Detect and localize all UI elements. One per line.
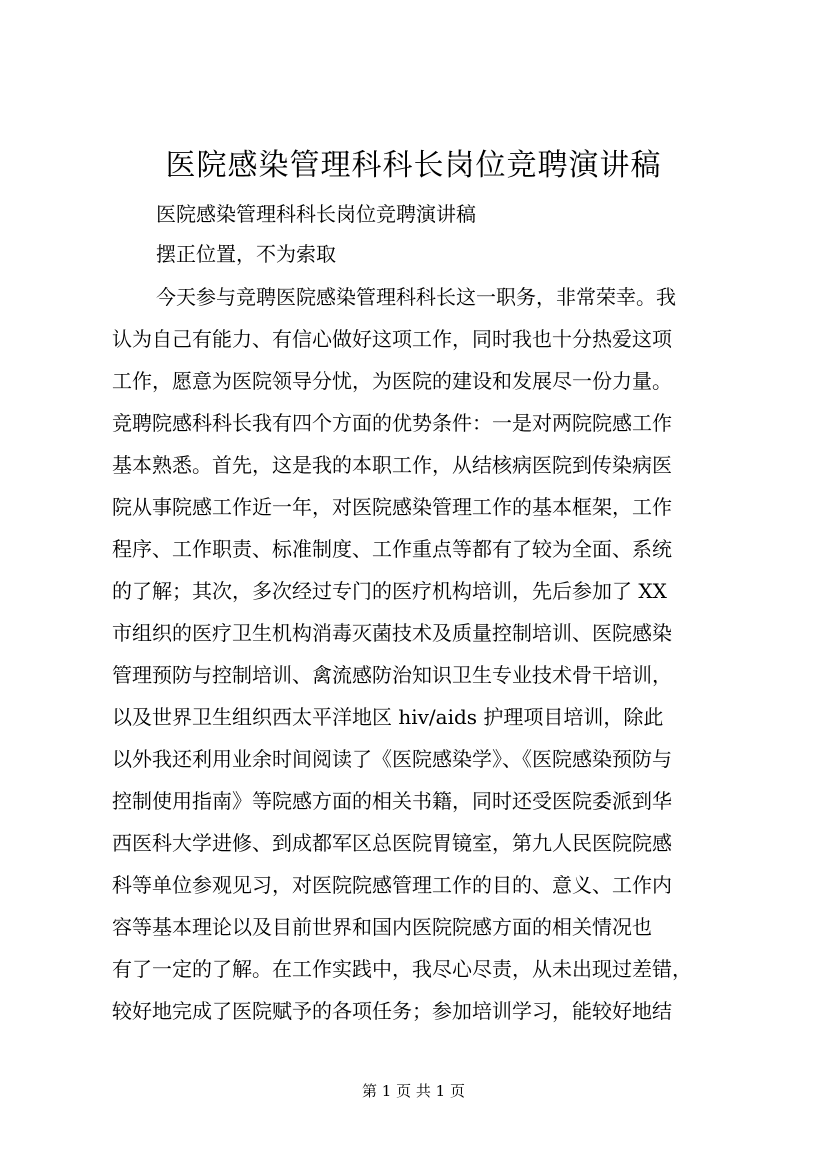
document-title: 医院感染管理科科长岗位竞聘演讲稿 [165,148,662,183]
body-line: 基本熟悉。首先，这是我的本职工作，从结核病医院到传染病医 [112,453,672,477]
body-line: 控制使用指南》等院感方面的相关书籍，同时还受医院委派到华 [112,789,672,813]
body-line: 的了解；其次，多次经过专门的医疗机构培训，先后参加了 XX [112,579,667,603]
body-line: 工作，愿意为医院领导分忧，为医院的建设和发展尽一份力量。 [112,369,672,393]
body-line: 竞聘院感科科长我有四个方面的优势条件：一是对两院院感工作 [112,411,672,435]
body-line: 有了一定的了解。在工作实践中，我尽心尽责，从未出现过差错， [112,957,692,981]
body-line: 西医科大学进修、到成都军区总医院胃镜室，第九人民医院院感 [112,831,672,855]
body-line: 市组织的医疗卫生机构消毒灭菌技术及质量控制培训、医院感染 [112,621,672,645]
section-heading: 摆正位置，不为索取 [156,242,336,266]
page-footer: 第 1 页 共 1 页 [362,1082,465,1100]
body-line: 院从事院感工作近一年，对医院感染管理工作的基本框架，工作 [112,495,672,519]
body-line: 容等基本理论以及目前世界和国内医院院感方面的相关情况也 [112,915,652,939]
body-line: 较好地完成了医院赋予的各项任务；参加培训学习，能较好地结 [112,999,672,1023]
body-line: 以外我还利用业余时间阅读了《医院感染学》、《医院感染预防与 [112,747,672,771]
body-line: 程序、工作职责、标准制度、工作重点等都有了较为全面、系统 [112,537,672,561]
body-line: 以及世界卫生组织西太平洋地区 hiv/aids 护理项目培训，除此 [112,705,664,729]
body-line: 科等单位参观见习，对医院院感管理工作的目的、意义、工作内 [112,873,672,897]
body-line: 今天参与竞聘医院感染管理科科长这一职务，非常荣幸。我 [156,285,676,309]
body-line: 管理预防与控制培训、禽流感防治知识卫生专业技术骨干培训， [112,663,672,687]
document-subtitle: 医院感染管理科科长岗位竞聘演讲稿 [156,202,476,226]
body-line: 认为自己有能力、有信心做好这项工作，同时我也十分热爱这项 [112,327,672,351]
